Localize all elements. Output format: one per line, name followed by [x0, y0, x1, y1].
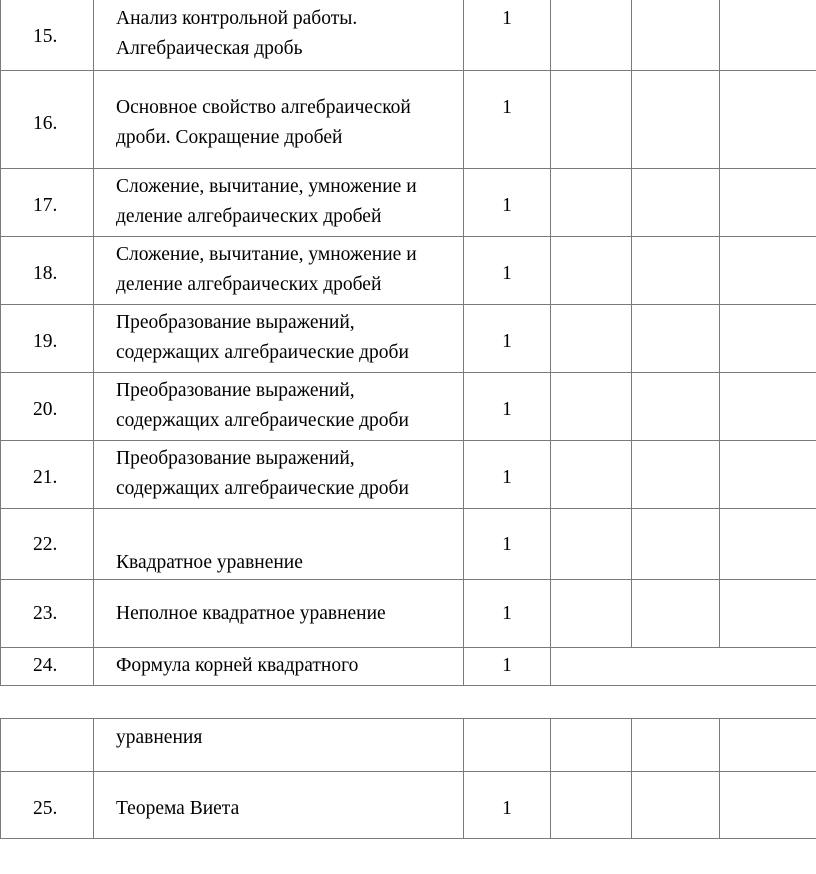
row-number-cell	[1, 169, 94, 237]
row-number-cell	[1, 772, 94, 839]
topic-cell	[94, 648, 464, 686]
table-row	[1, 0, 816, 71]
row-number-cell	[1, 237, 94, 305]
empty-cell	[632, 719, 720, 772]
hours-cell	[464, 772, 551, 839]
row-number-cell	[1, 0, 94, 71]
row-number: 21.	[33, 467, 58, 488]
row-number-cell	[1, 305, 94, 373]
empty-cell	[551, 719, 632, 772]
hours-cell	[464, 0, 551, 71]
table-row	[1, 237, 816, 305]
topic-cell	[94, 71, 464, 169]
empty-cell	[720, 441, 816, 509]
table-row	[1, 305, 816, 373]
hours-cell	[464, 305, 551, 373]
empty-cell	[632, 648, 720, 686]
hours-value: 1	[502, 798, 512, 819]
topic-text: Неполное квадратное уравнение	[116, 603, 386, 624]
empty-cell	[720, 580, 816, 648]
empty-cell	[551, 71, 632, 169]
empty-cell	[632, 237, 720, 305]
empty-cell	[720, 237, 816, 305]
row-number-cell	[1, 441, 94, 509]
hours-cell	[464, 719, 551, 772]
hours-cell	[464, 509, 551, 580]
topic-text: Преобразование выражений, содержащих алгебраические дроби	[116, 448, 409, 499]
empty-cell	[632, 373, 720, 441]
topic-text: Теорема Виета	[116, 798, 240, 819]
topic-text: Формула корней квадратного	[116, 655, 359, 676]
empty-cell	[551, 373, 632, 441]
empty-cell	[632, 169, 720, 237]
empty-cell	[720, 719, 816, 772]
topic-cell	[94, 441, 464, 509]
hours-cell	[464, 441, 551, 509]
table-row	[1, 648, 816, 686]
hours-cell	[464, 373, 551, 441]
empty-cell	[632, 580, 720, 648]
topic-cell	[94, 772, 464, 839]
empty-cell	[551, 509, 632, 580]
empty-cell	[551, 169, 632, 237]
row-number: 24.	[33, 655, 58, 676]
empty-cell	[632, 509, 720, 580]
row-number: 22.	[33, 534, 58, 555]
empty-cell	[720, 305, 816, 373]
table-row	[1, 719, 816, 772]
row-number-cell	[1, 580, 94, 648]
topic-cell	[94, 373, 464, 441]
hours-cell	[464, 169, 551, 237]
empty-cell	[720, 373, 816, 441]
empty-cell	[551, 648, 632, 686]
topic-text: Квадратное уравнение	[116, 552, 303, 573]
topic-text: уравнения	[116, 727, 203, 748]
table-row	[1, 772, 816, 839]
table-row	[1, 509, 816, 580]
topic-text: Основное свойство алгебраической дроби. Сокращение дробей	[116, 97, 411, 148]
hours-value: 1	[502, 534, 512, 555]
hours-value	[464, 719, 550, 723]
hours-value: 1	[502, 97, 512, 118]
topic-text: Анализ контрольной работы. Алгебраическая дробь	[116, 8, 358, 59]
table-row	[1, 441, 816, 509]
row-number-cell	[1, 509, 94, 580]
table-row	[1, 71, 816, 169]
table-row	[1, 169, 816, 237]
topic-text: Преобразование выражений, содержащих алгебраические дроби	[116, 380, 409, 431]
hours-cell	[464, 237, 551, 305]
empty-cell	[720, 772, 816, 839]
empty-cell	[551, 237, 632, 305]
table-row	[1, 580, 816, 648]
topic-text: Сложение, вычитание, умножение и деление алгебраических дробей	[116, 176, 417, 227]
row-number: 15.	[33, 26, 58, 47]
topic-cell	[94, 169, 464, 237]
hours-value: 1	[502, 195, 512, 216]
hours-value: 1	[502, 331, 512, 352]
empty-cell	[720, 0, 816, 71]
hours-value: 1	[502, 603, 512, 624]
hours-cell	[464, 71, 551, 169]
row-number: 20.	[33, 399, 58, 420]
hours-value: 1	[502, 467, 512, 488]
empty-cell	[720, 509, 816, 580]
empty-cell	[551, 772, 632, 839]
hours-value: 1	[502, 399, 512, 420]
row-number-cell	[1, 719, 94, 772]
row-number: 17.	[33, 195, 58, 216]
empty-cell	[632, 71, 720, 169]
row-number: 25.	[33, 798, 58, 819]
row-number-cell	[1, 648, 94, 686]
empty-cell	[551, 0, 632, 71]
topic-cell	[94, 719, 464, 772]
row-number-cell	[1, 373, 94, 441]
empty-cell	[551, 580, 632, 648]
empty-cell	[551, 441, 632, 509]
hours-cell	[464, 580, 551, 648]
empty-cell	[632, 772, 720, 839]
table-row	[1, 373, 816, 441]
row-number: 23.	[33, 603, 58, 624]
empty-cell	[632, 305, 720, 373]
row-number: 16.	[33, 113, 58, 134]
row-number: 18.	[33, 263, 58, 284]
hours-value: 1	[502, 8, 512, 29]
topic-cell	[94, 580, 464, 648]
empty-cell	[720, 648, 816, 686]
empty-cell	[720, 71, 816, 169]
empty-cell	[632, 441, 720, 509]
topic-cell	[94, 305, 464, 373]
topic-cell	[94, 237, 464, 305]
hours-value: 1	[502, 263, 512, 284]
row-number-cell	[1, 71, 94, 169]
hours-cell	[464, 648, 551, 686]
row-number: 19.	[33, 331, 58, 352]
empty-cell	[720, 169, 816, 237]
empty-cell	[632, 0, 720, 71]
topic-text: Сложение, вычитание, умножение и деление алгебраических дробей	[116, 244, 417, 295]
hours-value: 1	[502, 655, 512, 676]
empty-cell	[551, 305, 632, 373]
lesson-plan-table-continued	[0, 718, 816, 839]
topic-cell	[94, 0, 464, 71]
row-number	[1, 719, 93, 723]
topic-cell	[94, 509, 464, 580]
topic-text: Преобразование выражений, содержащих алгебраические дроби	[116, 312, 409, 363]
